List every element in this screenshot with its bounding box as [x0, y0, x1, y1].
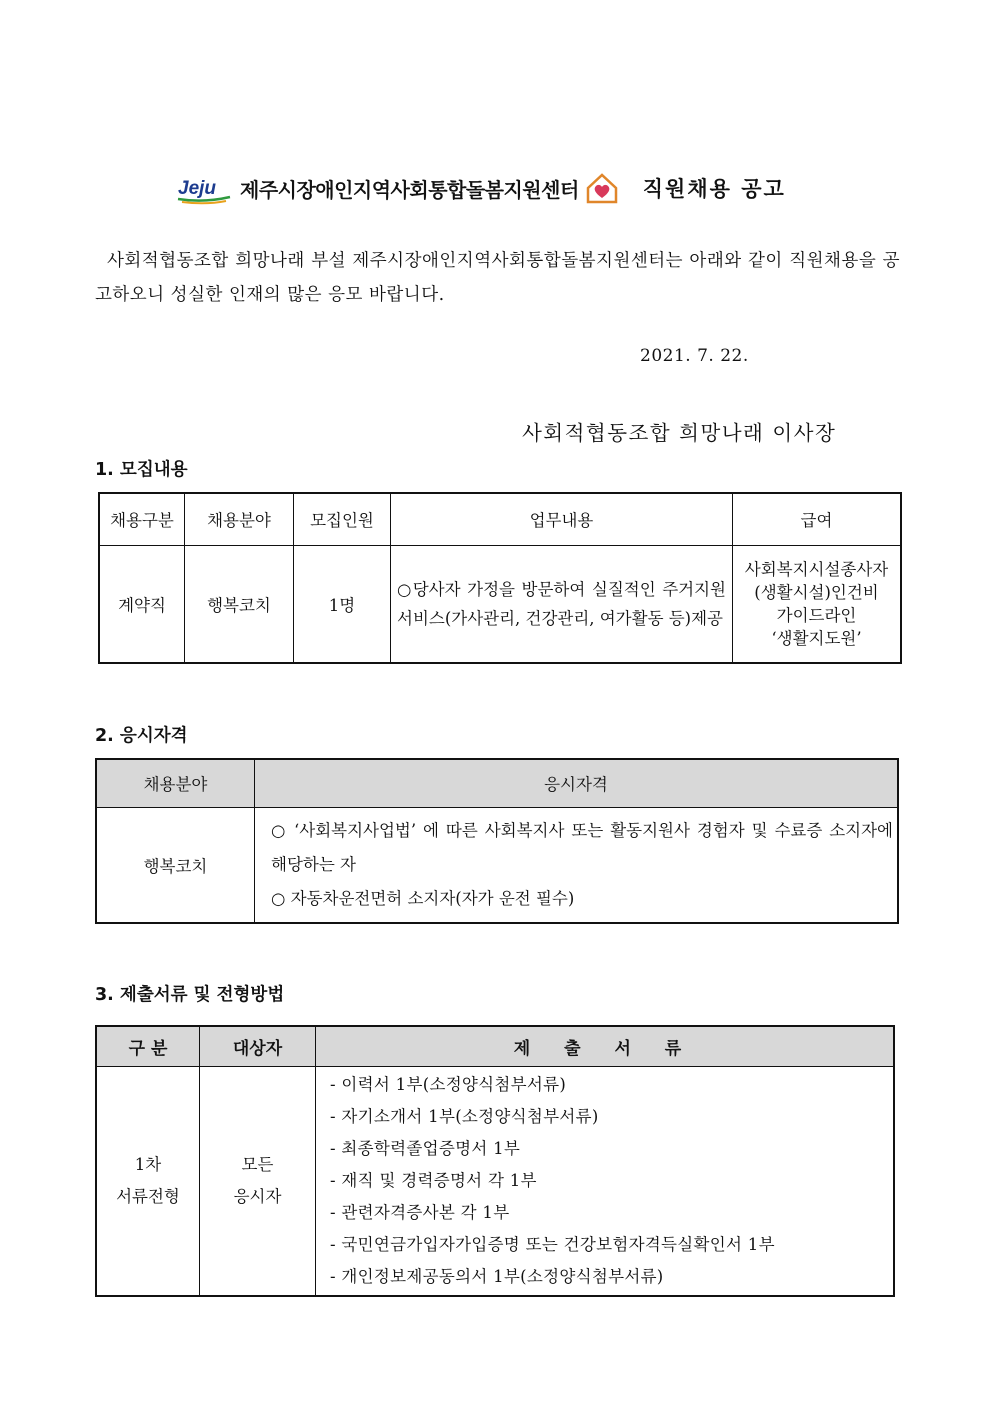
- document-item: - 이력서 1부(소정양식첨부서류): [330, 1074, 567, 1094]
- cell-field: 행복코치: [185, 545, 294, 663]
- salary-line: 가이드라인: [776, 605, 857, 625]
- cell-duty: ○당사자 가정을 방문하여 실질적인 주거지원서비스(가사관리, 건강관리, 여가활동 등)제공: [391, 545, 733, 663]
- salary-line: ‘생활지도원’: [771, 628, 862, 648]
- salary-line: 사회복지시설종사자: [744, 559, 889, 579]
- header-qualification: 응시자격: [255, 759, 899, 807]
- notice-title: 직원채용 공고: [642, 177, 786, 201]
- document-item: - 최종학력졸업증명서 1부: [330, 1138, 521, 1158]
- intro-text: 사회적협동조합 희망나래 부설 제주시장애인지역사회통합돌봄지원센터는 아래와 같이 직원채용을 공고하오니 성실한 인재의 많은 응모 바랍니다.: [95, 251, 900, 305]
- house-heart-icon: [585, 172, 619, 204]
- requirement-1: ○ ‘사회복지사업법’ 에 따른 사회복지사 또는 활동지원사 경험자 및 수료증 소지자에 해당하는 자: [271, 820, 893, 874]
- document-item: - 자기소개서 1부(소정양식첨부서류): [330, 1106, 599, 1126]
- document-item: - 재직 및 경력증명서 각 1부: [330, 1170, 537, 1190]
- cell-qualification: [255, 807, 899, 923]
- header-salary: 급여: [733, 493, 902, 545]
- salary-line: (생활시설)인건비: [754, 582, 879, 602]
- document-item: - 관련자격증사본 각 1부: [330, 1202, 510, 1222]
- qualification-header-row: [96, 759, 898, 807]
- cell-count: 1명: [294, 545, 391, 663]
- cell-target: [200, 1066, 316, 1296]
- signer: 사회적협동조합 희망나래 이사장: [522, 421, 837, 445]
- jeju-logo-icon: [176, 173, 232, 205]
- document-item: - 개인정보제공동의서 1부(소정양식첨부서류): [330, 1266, 664, 1286]
- header-field: 채용분야: [185, 493, 294, 545]
- recruitment-row: [99, 545, 901, 663]
- document-item: - 국민연금가입자가입증명 또는 건강보험자격득실확인서 1부: [330, 1234, 775, 1254]
- section3-title: 3. 제출서류 및 전형방법: [95, 985, 285, 1005]
- stage-line: 서류전형: [116, 1186, 180, 1206]
- cell-salary: [733, 545, 902, 663]
- intro-paragraph: [95, 244, 900, 312]
- header-duty: 업무내용: [391, 493, 733, 545]
- header-stage: 구 분: [96, 1026, 200, 1066]
- qualification-table: [95, 758, 899, 924]
- jeju-logo-text: Jeju: [178, 178, 217, 199]
- jeju-logo: [176, 171, 232, 205]
- header-type: 채용구분: [99, 493, 185, 545]
- cell-stage: [96, 1066, 200, 1296]
- cell-type: 계약직: [99, 545, 185, 663]
- documents-header-row: [96, 1026, 894, 1066]
- cell-documents: [316, 1066, 895, 1296]
- target-line: 모든: [241, 1154, 274, 1174]
- title-row: [176, 168, 856, 208]
- recruitment-table: [98, 492, 902, 664]
- notice-date: 2021. 7. 22.: [640, 346, 749, 366]
- stage-line: 1차: [134, 1154, 162, 1174]
- header-count: 모집인원: [294, 493, 391, 545]
- cell-field: 행복코치: [96, 807, 255, 923]
- qualification-row: [96, 807, 898, 923]
- header-field: 채용분야: [96, 759, 255, 807]
- documents-row: [96, 1066, 894, 1296]
- target-line: 응시자: [233, 1186, 282, 1206]
- requirement-2: ○ 자동차운전면허 소지자(자가 운전 필수): [271, 888, 575, 908]
- header-target: 대상자: [200, 1026, 316, 1066]
- section1-title: 1. 모집내용: [95, 460, 188, 480]
- center-name: 제주시장애인지역사회통합돌봄지원센터: [240, 177, 579, 202]
- section2-title: 2. 응시자격: [95, 726, 188, 746]
- header-documents: 제 출 서 류: [316, 1026, 895, 1066]
- recruitment-header-row: [99, 493, 901, 545]
- documents-table: [95, 1025, 895, 1297]
